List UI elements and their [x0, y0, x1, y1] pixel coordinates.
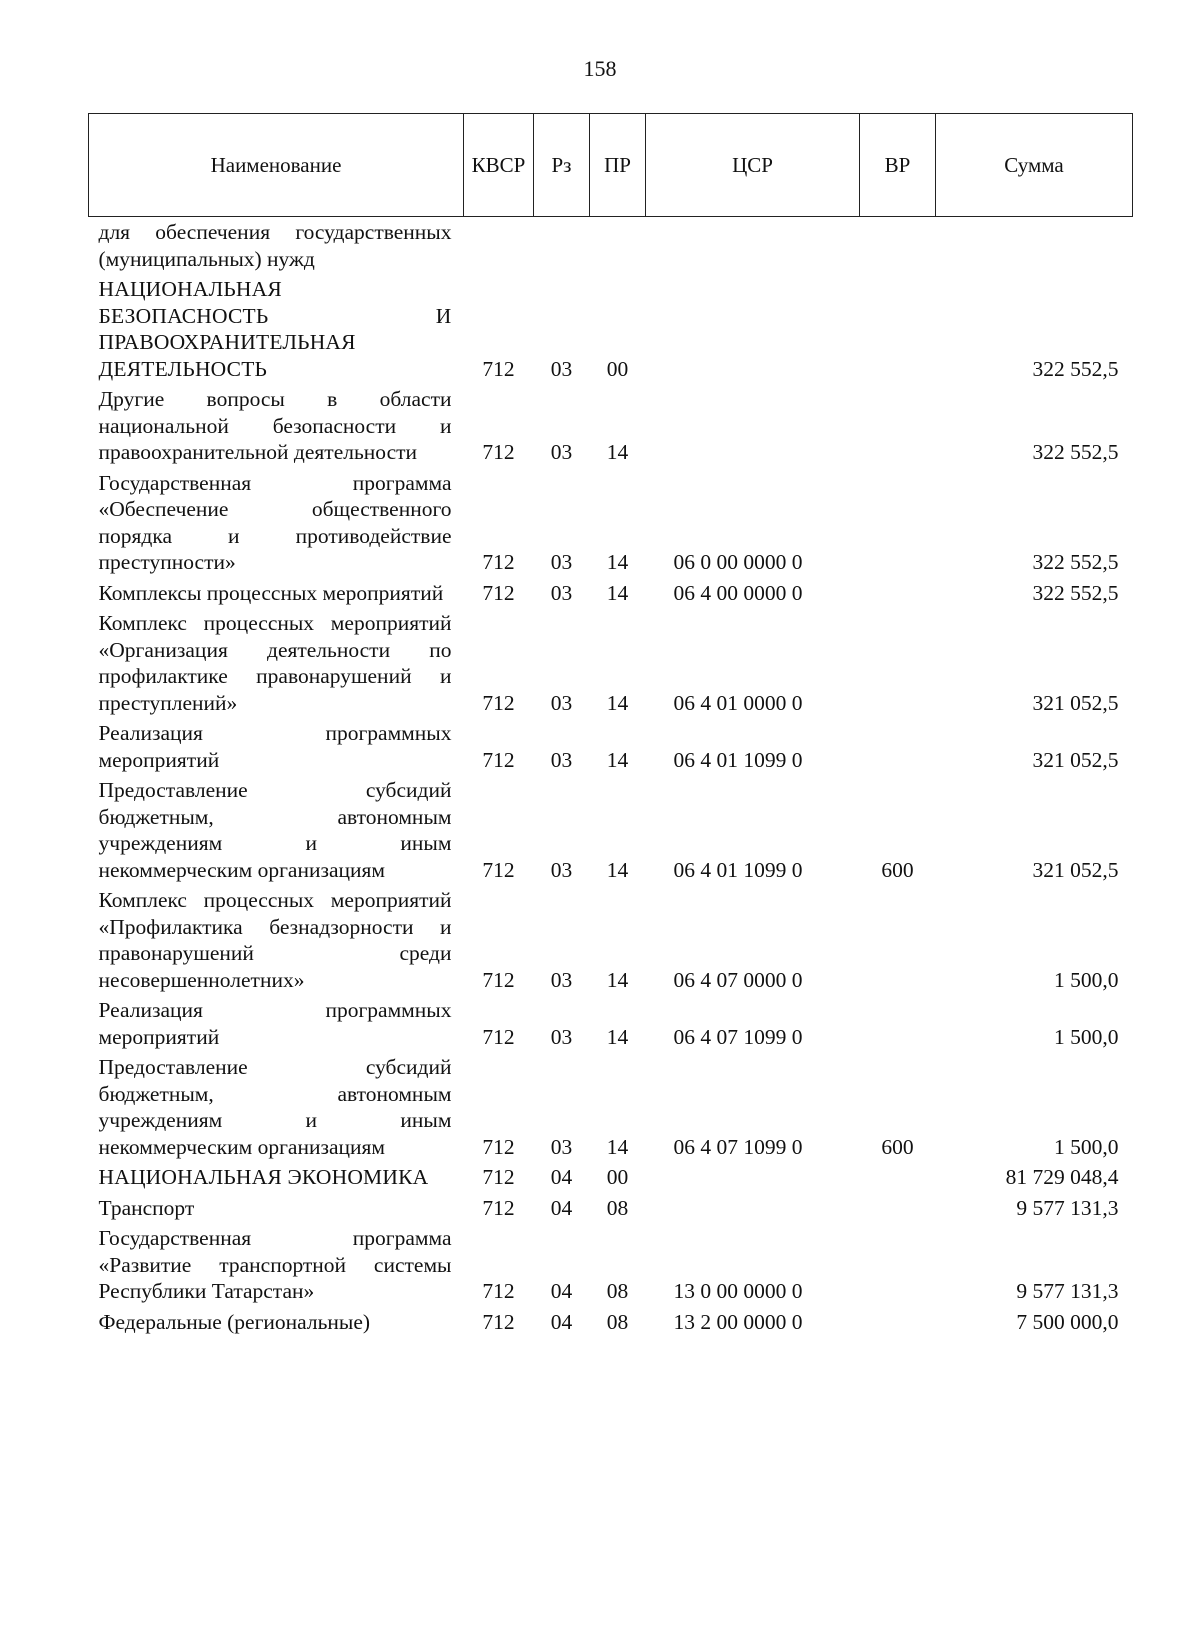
- row-csr: [646, 384, 860, 468]
- row-csr: 06 4 07 1099 0: [673, 1134, 803, 1159]
- row-pr: 14: [606, 1134, 629, 1159]
- row-vr: [860, 608, 936, 718]
- row-name: Комплексы процессных мероприятий: [98, 580, 444, 605]
- row-vr: [860, 384, 936, 468]
- row-rz: 03: [550, 967, 573, 992]
- row-sum: 322 552,5: [1032, 356, 1119, 381]
- row-pr: 14: [606, 440, 629, 464]
- row-csr: 13 2 00 0000 0: [673, 1309, 803, 1334]
- table-row: [89, 1307, 1133, 1338]
- page-number: 158: [583, 56, 617, 81]
- row-name: Федеральные (региональные): [98, 1309, 371, 1334]
- row-sum: 321 052,5: [1032, 690, 1119, 715]
- row-name: Реализация программных мероприятий: [98, 998, 452, 1049]
- row-rz: 04: [550, 1195, 573, 1220]
- row-pr: 14: [606, 857, 629, 882]
- row-sum: 321 052,5: [1032, 747, 1119, 772]
- row-name: Предоставление субсидий бюджетным, автономным учреждениям и иным некоммерческим организациям: [98, 1055, 452, 1159]
- row-sum: 1 500,0: [1054, 967, 1119, 992]
- header-pr: ПР: [590, 114, 646, 217]
- row-kvsr: 712: [482, 747, 515, 772]
- row-csr: [646, 217, 860, 275]
- row-sum: 1 500,0: [1054, 1134, 1119, 1159]
- row-pr: 14: [606, 550, 629, 574]
- row-vr: 600: [881, 857, 914, 882]
- row-pr: [590, 217, 646, 275]
- row-csr: 06 4 07 1099 0: [673, 1024, 803, 1049]
- row-vr: [860, 718, 936, 775]
- row-kvsr: 712: [482, 550, 515, 574]
- header-kvsr: КВСР: [464, 114, 534, 217]
- header-vr: ВР: [860, 114, 936, 217]
- row-sum: 1 500,0: [1054, 1024, 1119, 1049]
- row-kvsr: 712: [482, 967, 515, 992]
- row-rz: 04: [550, 1279, 573, 1303]
- row-csr: [646, 1193, 860, 1224]
- row-pr: 08: [606, 1195, 629, 1220]
- row-csr: 06 4 07 0000 0: [673, 967, 803, 992]
- table-row: [89, 1162, 1133, 1193]
- table-row: [89, 718, 1133, 775]
- row-kvsr: 712: [482, 857, 515, 882]
- row-kvsr: 712: [482, 440, 515, 464]
- row-pr: 14: [606, 967, 629, 992]
- row-pr: 00: [606, 1165, 629, 1189]
- row-vr: [860, 274, 936, 384]
- row-pr: 14: [606, 1024, 629, 1049]
- row-kvsr: 712: [482, 1134, 515, 1159]
- row-name: НАЦИОНАЛЬНАЯ БЕЗОПАСНОСТЬ И ПРАВООХРАНИТЕЛЬНАЯ ДЕЯТЕЛЬНОСТЬ: [98, 277, 452, 381]
- row-kvsr: 712: [482, 690, 515, 715]
- row-rz: 03: [550, 690, 573, 715]
- row-sum: [936, 217, 1133, 275]
- row-rz: 03: [550, 747, 573, 772]
- row-rz: 03: [550, 1134, 573, 1159]
- row-pr: 14: [606, 580, 629, 605]
- row-kvsr: [464, 217, 534, 275]
- row-pr: 00: [606, 356, 629, 381]
- row-csr: [646, 1162, 860, 1193]
- header-name: Наименование: [89, 114, 464, 217]
- row-csr: 06 0 00 0000 0: [673, 550, 803, 574]
- row-sum: 322 552,5: [1032, 440, 1119, 464]
- row-kvsr: 712: [482, 1024, 515, 1049]
- row-name: Транспорт: [98, 1195, 195, 1220]
- row-sum: 9 577 131,3: [1016, 1195, 1119, 1220]
- row-name: Комплекс процессных мероприятий «Профилактика безнадзорности и правонарушений среди несовершеннолетних»: [98, 888, 452, 992]
- row-sum: 7 500 000,0: [1016, 1309, 1119, 1334]
- row-pr: 14: [606, 747, 629, 772]
- row-csr: 06 4 01 1099 0: [673, 747, 803, 772]
- row-sum: 9 577 131,3: [1016, 1279, 1119, 1303]
- row-csr: 06 4 00 0000 0: [673, 580, 803, 605]
- row-name: Реализация программных мероприятий: [98, 721, 452, 772]
- header-csr: ЦСР: [646, 114, 860, 217]
- table-body: [89, 217, 1133, 1338]
- header-sum: Сумма: [936, 114, 1133, 217]
- row-name: НАЦИОНАЛЬНАЯ ЭКОНОМИКА: [98, 1165, 429, 1189]
- row-rz: 03: [550, 440, 573, 464]
- row-sum: 81 729 048,4: [1005, 1165, 1119, 1189]
- row-pr: 14: [606, 690, 629, 715]
- row-vr: [860, 995, 936, 1052]
- table-row: [89, 384, 1133, 468]
- table-row: [89, 1223, 1133, 1307]
- table-row: [89, 885, 1133, 995]
- row-vr: [860, 578, 936, 609]
- row-rz: [534, 217, 590, 275]
- row-name: Комплекс процессных мероприятий «Организация деятельности по профилактике правонарушений и преступлений»: [98, 611, 452, 715]
- row-rz: 04: [550, 1309, 573, 1334]
- table-row: [89, 995, 1133, 1052]
- row-vr: 600: [881, 1134, 914, 1159]
- table-row: [89, 608, 1133, 718]
- row-kvsr: 712: [482, 1165, 515, 1189]
- table-row: [89, 217, 1133, 275]
- row-name: для обеспечения государственных (муниципальных) нужд: [98, 220, 452, 271]
- row-rz: 03: [550, 550, 573, 574]
- row-vr: [860, 1307, 936, 1338]
- row-rz: 03: [550, 1024, 573, 1049]
- row-vr: [860, 1162, 936, 1193]
- row-rz: 03: [550, 356, 573, 381]
- row-rz: 03: [550, 580, 573, 605]
- row-csr: 13 0 00 0000 0: [673, 1279, 803, 1303]
- row-kvsr: 712: [482, 580, 515, 605]
- row-sum: 322 552,5: [1032, 550, 1119, 574]
- header-rz: Рз: [534, 114, 590, 217]
- budget-table: [88, 113, 1133, 1337]
- row-vr: [860, 217, 936, 275]
- table-header: [89, 114, 1133, 217]
- row-rz: 03: [550, 857, 573, 882]
- row-csr: [646, 274, 860, 384]
- row-name: Предоставление субсидий бюджетным, автономным учреждениям и иным некоммерческим организациям: [98, 778, 452, 882]
- row-pr: 08: [606, 1279, 629, 1303]
- row-rz: 04: [550, 1165, 573, 1189]
- table-row: [89, 578, 1133, 609]
- row-sum: 322 552,5: [1032, 580, 1119, 605]
- row-csr: 06 4 01 0000 0: [673, 690, 803, 715]
- row-kvsr: 712: [482, 1309, 515, 1334]
- table-row: [89, 1052, 1133, 1162]
- row-csr: 06 4 01 1099 0: [673, 857, 803, 882]
- row-name: Государственная программа «Развитие транспортной системы Республики Татарстан»: [98, 1226, 452, 1303]
- row-vr: [860, 1223, 936, 1307]
- row-vr: [860, 468, 936, 578]
- row-name: Другие вопросы в области национальной безопасности и правоохранительной деятельности: [98, 387, 452, 464]
- row-pr: 08: [606, 1309, 629, 1334]
- row-vr: [860, 885, 936, 995]
- row-kvsr: 712: [482, 1195, 515, 1220]
- table-row: [89, 775, 1133, 885]
- row-name: Государственная программа «Обеспечение общественного порядка и противодействие преступности»: [98, 470, 452, 574]
- table-row: [89, 1193, 1133, 1224]
- table-row: [89, 274, 1133, 384]
- row-vr: [860, 1193, 936, 1224]
- row-sum: 321 052,5: [1032, 857, 1119, 882]
- table-row: [89, 468, 1133, 578]
- row-kvsr: 712: [482, 356, 515, 381]
- row-kvsr: 712: [482, 1279, 515, 1303]
